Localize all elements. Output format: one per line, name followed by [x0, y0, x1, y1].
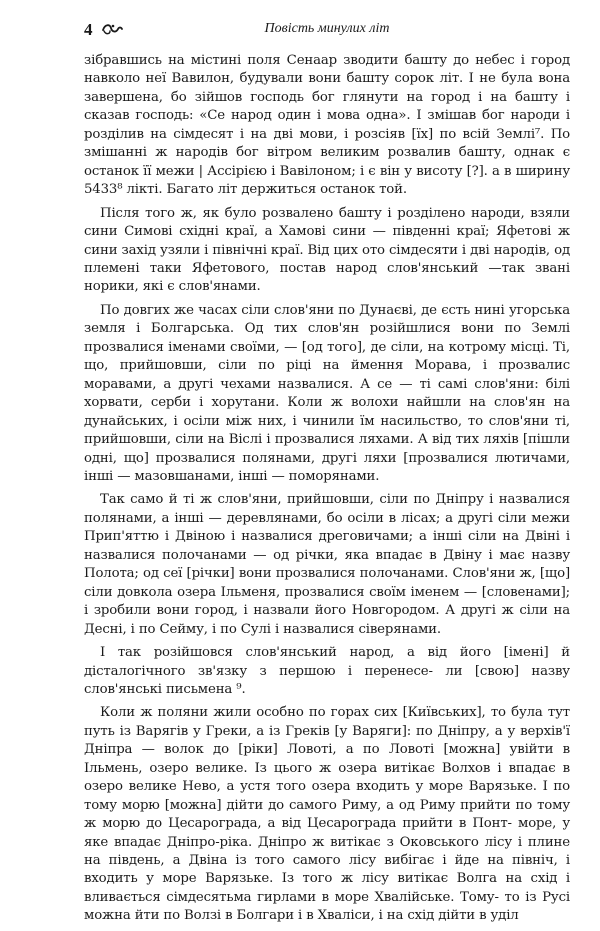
page-number: 4: [84, 20, 93, 39]
page-header: [84, 18, 570, 52]
paragraph: І так розійшовся слов'янський народ, а від його [імені] й дісталогічного зв'язку з першою і перенесе- ли [свою] назву слов'янські письмена ⁹.: [84, 645, 570, 697]
body-text: [84, 52, 570, 926]
paragraph: Коли ж поляни жили особно по горах сих [Київських], то була тут путь із Варягів у Греки, а із Греків [у Варяги]: по Дніпру, а у верхів'ї Дніпра — волок до [ріки] Ловоті, а по Ловоті [можна] увійти в Ільмень, озеро велике. Із цього ж озера витікає Волхов і впадає в озеро велике Нево, а устя того озера входить у море Варязьке. І по тому морю [можна] дійти до самого Риму, а од Риму прийти по тому ж морю до Цесарограда, а від Цесарограда прийти в Понт- море, у яке впадає Дніпро-ріка. Дніпро ж витікає з Оковського лісу і плине на південь, а Двіна із того самого лісу вибігає і йде на північ, і входить у море Варязьке. Із того ж лісу витікає Волга на схід і вливається сімдесятьма гирлами в море Хвалійське. Тому- то із Русі можна йти по Волзі в Болгари і в Хваліси, і на схід дійти в уділ: [84, 705, 570, 924]
paragraph: Після того ж, як було розвалено башту і розділено народи, взяли сини Симові східні краї, а Хамові сини — південні краї; Яфетові ж сини захід узяли і північні краї. Від цих ото сімдесяти і дві народів, од племені таки Яфетового, постав народ слов'янський —так звані норики, які є слов'янами.: [84, 205, 570, 295]
paragraph: зібравшись на містині поля Сенаар зводити баштy до небес і город навколо неї Вавилон, будували вони баштy сорок літ. І не була вона завершена, бо зійшов господь бог глянути на город і на башту і сказав господь: «Се народ один і мова одна». І змішав бог народи і розділив на сімдесят і на дві мови, і розсіяв [їх] по всій Землі⁷. По змішанні ж народів бог вітром великим розвалив башту, однак є останок її межи | Ассірією і Вавілоном; і є він у висоту [?]. а в ширину 5433⁸ лікті. Багато літ держиться останок той.: [84, 53, 570, 198]
running-title: Повість минулих літ: [264, 21, 390, 36]
paragraph: Так само й ті ж слов'яни, прийшовши, сіли по Дніпру і назвалися полянами, а інші — деревлянами, бо осіли в лісах; а другі сіли межи Прип'яттю і Двіною і назвалися дреговичами; а інші сіли на Двіні і назвалися полочанами — од річки, яка впадає в Двіну і має назву Полота; од сеї [річки] вони прозвалися полочанами. Слов'яни ж, [що] сіли довкола озера Ільменя, прозвалися своїм іменем — [словенами]; і зробили вони город, і назвали його Новгородом. А другі ж сіли на Десні, і по Сейму, і по Сулі і назвалися сіверянами.: [84, 492, 570, 637]
paragraph: По довгих же часах сіли слов'яни по Дунаєві, де єсть нині угорська земля і Болгарська. Од тих слов'ян розійшлися вони по Землі прозвалися іменами своїми, — [од того], де сіли, на котрому місці. Ті, що, прийшовши, сіли по ріці на ймення Морава, і прозвалис моравами, а другі чехами назвалися. А се — ті самі слов'яни: білі хорвати, серби і хорутани. Коли ж волохи найшли на слов'ян на дунайських, і осіли між них, і чинили їм насильство, то слов'яни ті, прийшовши, сіли на Віслі і прозвалися ляхами. А від тих ляхів [пішли одні, що] прозвалися полянами, другі ляхи [прозвалися лютичами, інші — мазовшанами, інші — поморянами.: [84, 302, 570, 484]
book-page: [84, 18, 570, 931]
